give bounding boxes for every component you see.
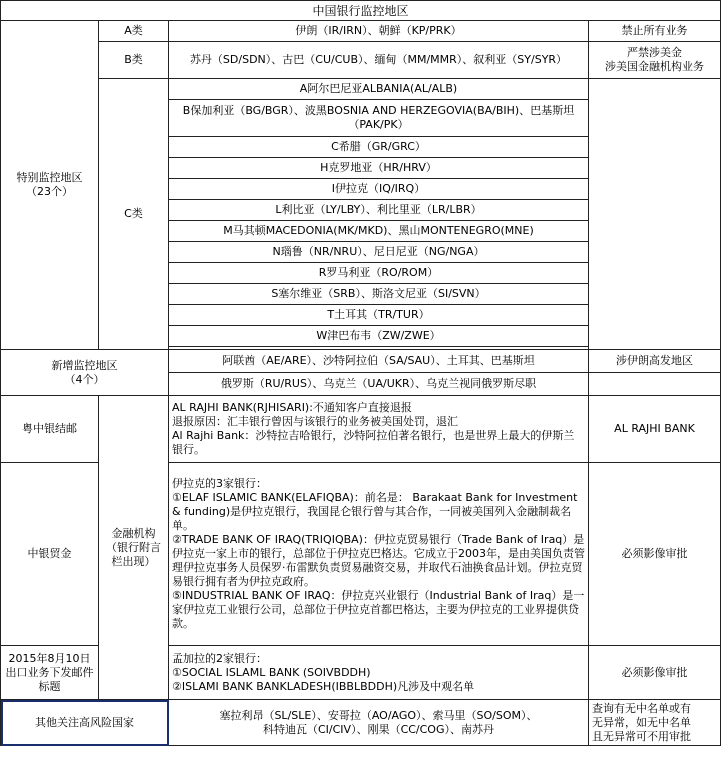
c-class-action-empty: [589, 79, 721, 350]
special-monitor-label: [1, 21, 99, 350]
b-class-action: [589, 42, 721, 79]
aug2015-intro: 孟加拉的2家银行：: [172, 651, 267, 665]
c-class-row: W津巴布韦（ZW/ZWE）: [169, 326, 589, 347]
aug2015-bank: ①SOCIAL ISLAML BANK (SOIVBDDH): [172, 665, 371, 679]
new-monitor-label-text: 新增监控地区: [51, 358, 118, 372]
other-action-line: 且无异常可不用审批: [592, 729, 691, 743]
other-action: [589, 700, 721, 746]
new-monitor-label: [1, 350, 169, 396]
b-action-line1: 严禁涉美金: [627, 46, 682, 59]
b-action-line2: 涉美国金融机构业务: [605, 60, 704, 73]
c-class-row: T土耳其（TR/TUR）: [169, 305, 589, 326]
c-class-row: L利比亚（LY/LBY）、利比里亚（LR/LBR）: [169, 200, 589, 221]
b-class-label: B类: [99, 42, 169, 79]
c-class-label: C类: [99, 79, 169, 350]
c-class-row: S塞尔维亚（SRB）、斯洛文尼亚（SI/SVN）: [169, 284, 589, 305]
c-class-row: N瑙鲁（NR/NRU）、尼日尼亚（NG/NGA）: [169, 242, 589, 263]
c-class-row: H克罗地亚（HR/HRV）: [169, 158, 589, 179]
other-countries: [169, 700, 589, 746]
c-class-row: C希腊（GR/GRC）: [169, 137, 589, 158]
boc-trade-bank: ①ELAF ISLAMIC BANK(ELAFIQBA)：前名是： Barakaat Bank for Investment & funding)是伊拉克银行，我国昆仑银行曾与其合作，一同被美国列入金融制裁名单。: [172, 491, 578, 532]
aug2015-bank: ②ISLAMI BANK BANKLADESH(IBBLBDDH)凡涉及中观名单: [172, 679, 475, 693]
c-class-row: I伊拉克（IQ/IRQ）: [169, 179, 589, 200]
b-class-countries: 苏丹（SD/SDN）、古巴（CU/CUB）、缅甸（MM/MMR）、叙利亚（SY/SYR）: [169, 42, 589, 79]
other-action-line: 查询有无中名单或有: [592, 701, 691, 715]
new-monitor-row2: 俄罗斯（RU/RUS）、乌克兰（UA/UKR）、乌克兰视同俄罗斯尽职: [169, 373, 589, 396]
table-title: 中国银行监控地区: [1, 1, 721, 21]
special-label-text: 特别监控地区: [16, 171, 83, 184]
a-class-label: A类: [99, 21, 169, 42]
yue-label: 粤中银结邮: [1, 396, 99, 463]
new-monitor-count: （4个）: [64, 372, 105, 386]
new-monitor-row1-action: 涉伊朗高发地区: [589, 350, 721, 373]
aug2015-action: 必须影像审批: [589, 646, 721, 700]
yue-details: [169, 396, 589, 463]
other-action-line: 无异常，如无中名单: [592, 715, 691, 729]
a-class-countries: 伊朗（IR/IRN）、朝鲜（KP/PRK）: [169, 21, 589, 42]
other-line: 塞拉利昂（SL/SLE）、安哥拉（AO/AGO）、索马里（SO/SOM）、: [219, 708, 538, 722]
financial-institution-label: 金融机构（银行附言栏出现）: [99, 396, 169, 700]
yue-line: AL RAJHI BANK(RJHISARI):不通知客户直接退报: [172, 401, 412, 414]
c-class-row: B保加利亚（BG/BGR）、波黑BOSNIA AND HERZEGOVIA(BA/BIH)、巴基斯坦（PAK/PK）: [169, 100, 589, 137]
yue-action: AL RAJHI BANK: [589, 396, 721, 463]
boc-trade-action: 必须影像审批: [589, 463, 721, 646]
boc-trade-intro: 伊拉克的3家银行：: [172, 477, 267, 490]
yue-line: 退报原因：汇丰银行曾因与该银行的业务被美国处罚，退汇: [172, 415, 458, 428]
boc-trade-details: [169, 463, 589, 646]
other-label[interactable]: 其他关注高风险国家: [1, 700, 169, 746]
new-monitor-row2-action: [589, 373, 721, 396]
aug2015-label: 2015年8月10日出口业务下发邮件标题: [1, 646, 99, 700]
new-monitor-row1: 阿联酋（AE/ARE）、沙特阿拉伯（SA/SAU）、土耳其、巴基斯坦: [169, 350, 589, 373]
yue-line: Al Rajhi Bank：沙特拉吉哈银行，沙特阿拉伯著名银行，也是世界上最大的伊斯兰银行。: [172, 429, 575, 456]
other-line: 科特迪瓦（CI/CIV）、刚果（CC/COG）、南苏丹: [262, 722, 494, 736]
c-class-row: A阿尔巴尼亚ALBANIA(AL/ALB): [169, 79, 589, 100]
boc-trade-bank: ⑤INDUSTRIAL BANK OF IRAQ：伊拉克兴业银行（Industrial Bank of Iraq）是一家伊拉克工业银行公司，总部位于伊拉克首都巴格达，主要为伊拉克的工业界提供贷款。: [172, 589, 585, 630]
special-count: （23个）: [26, 185, 73, 198]
a-class-action: 禁止所有业务: [589, 21, 721, 42]
c-class-row: R罗马利亚（RO/ROM）: [169, 263, 589, 284]
boc-trade-bank: ②TRADE BANK OF IRAQ(TRIQIQBA)：伊拉克贸易银行（Trade Bank of Iraq）是伊拉克一家上市的银行，总部位于伊拉克巴格达。它成立于2003年，是由美国负责管理伊拉克事务人员保罗·布雷默负责贸易融资交易，并取代石油换食品计划。伊拉克贸易银行拥有者为伊拉克政府。: [172, 533, 585, 588]
c-class-row: M马其顿MACEDONIA(MK/MKD)、黑山MONTENEGRO(MNE): [169, 221, 589, 242]
boc-trade-label: 中银贸金: [1, 463, 99, 646]
aug2015-details: [169, 646, 589, 700]
